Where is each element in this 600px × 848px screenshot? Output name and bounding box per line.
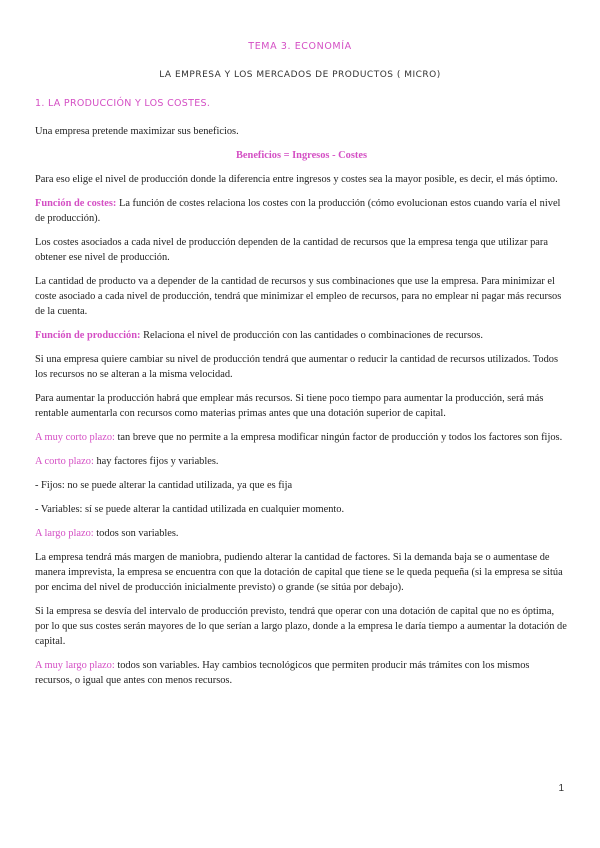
- term-very-long-run: A muy largo plazo:: [35, 660, 115, 671]
- paragraph: [35, 430, 568, 445]
- paragraph: Si una empresa quiere cambiar su nivel de producción tendrá que aumentar o reducir la cantidad de recursos utilizados. Todos los recursos no se alteran a la misma velocidad.: [35, 354, 559, 380]
- paragraph: [35, 454, 568, 469]
- paragraph: La empresa tendrá más margen de maniobra, pudiendo alterar la cantidad de factores. Si la demanda baja se o aumentase de manera imprevista, la empresa se encuentra con que la dotación de capital que tiene se le queda pequeña (si la empresa se sitúa por encima del nivel de producción inicialmente previsto) o grande (se sitúa por debajo).: [35, 552, 563, 593]
- definition-text: Relaciona el nivel de producción con las cantidades o combinaciones de recursos.: [140, 330, 483, 341]
- paragraph: Si la empresa se desvía del intervalo de producción previsto, tendrá que operar con una dotación de capital que no es óptima, por lo que sus costes serán mayores de lo que serían a largo plazo, donde a la empresa le daría tiempo a aumentar la dotación de capital.: [35, 606, 567, 647]
- document-body: [35, 124, 568, 697]
- topic-title: TEMA 3. ECONOMÍA: [248, 41, 352, 52]
- paragraph: La cantidad de producto va a depender de la cantidad de recursos y sus combinaciones que use la empresa. Para minimizar el coste asociado a cada nivel de producción, tendrá que minimizar el empleo de recursos, para no emplear ni pagar más recursos de la cuenta.: [35, 276, 562, 317]
- paragraph: [35, 658, 568, 688]
- definition-text: todos son variables. Hay cambios tecnológicos que permiten producir más trámites con los mismos recursos, o igual que antes con menos recursos.: [35, 660, 530, 686]
- page-number: 1: [558, 783, 564, 794]
- term-production-function: Función de producción:: [35, 330, 141, 341]
- page-subtitle: LA EMPRESA Y LOS MERCADOS DE PRODUCTOS ( MICRO): [159, 70, 441, 80]
- paragraph: [35, 328, 568, 343]
- paragraph: Una empresa pretende maximizar sus beneficios.: [35, 126, 239, 137]
- paragraph: Los costes asociados a cada nivel de producción dependen de la cantidad de recursos que la empresa tenga que utilizar para obtener ese nivel de producción.: [35, 237, 548, 263]
- term-very-short-run: A muy corto plazo:: [35, 432, 115, 443]
- profit-formula: Beneficios = Ingresos - Costes: [236, 150, 367, 161]
- term-cost-function: Función de costes:: [35, 198, 117, 209]
- definition-text: tan breve que no permite a la empresa modificar ningún factor de producción y todos los factores son fijos.: [114, 432, 563, 443]
- definition-text: La función de costes relaciona los costes con la producción (cómo evolucionan estos cuando varía el nivel de producción).: [35, 198, 561, 224]
- paragraph: [35, 526, 568, 541]
- list-item: - Variables: sí se puede alterar la cantidad utilizada en cualquier momento.: [35, 504, 345, 515]
- list-item: - Fijos: no se puede alterar la cantidad utilizada, ya que es fija: [35, 480, 293, 491]
- term-short-run: A corto plazo:: [35, 456, 94, 467]
- paragraph: Para aumentar la producción habrá que emplear más recursos. Si tiene poco tiempo para aumentar la producción, será más rentable aumentarla con recursos como materias primas antes que una dotación superior de capital.: [35, 393, 544, 419]
- term-long-run: A largo plazo:: [35, 528, 94, 539]
- section-heading: 1. LA PRODUCCIÓN Y LOS COSTES.: [35, 98, 211, 109]
- paragraph: Para eso elige el nivel de producción donde la diferencia entre ingresos y costes sea la mayor posible, es decir, el más óptimo.: [35, 174, 558, 185]
- definition-text: hay factores fijos y variables.: [93, 456, 219, 467]
- paragraph: [35, 196, 568, 226]
- definition-text: todos son variables.: [93, 528, 179, 539]
